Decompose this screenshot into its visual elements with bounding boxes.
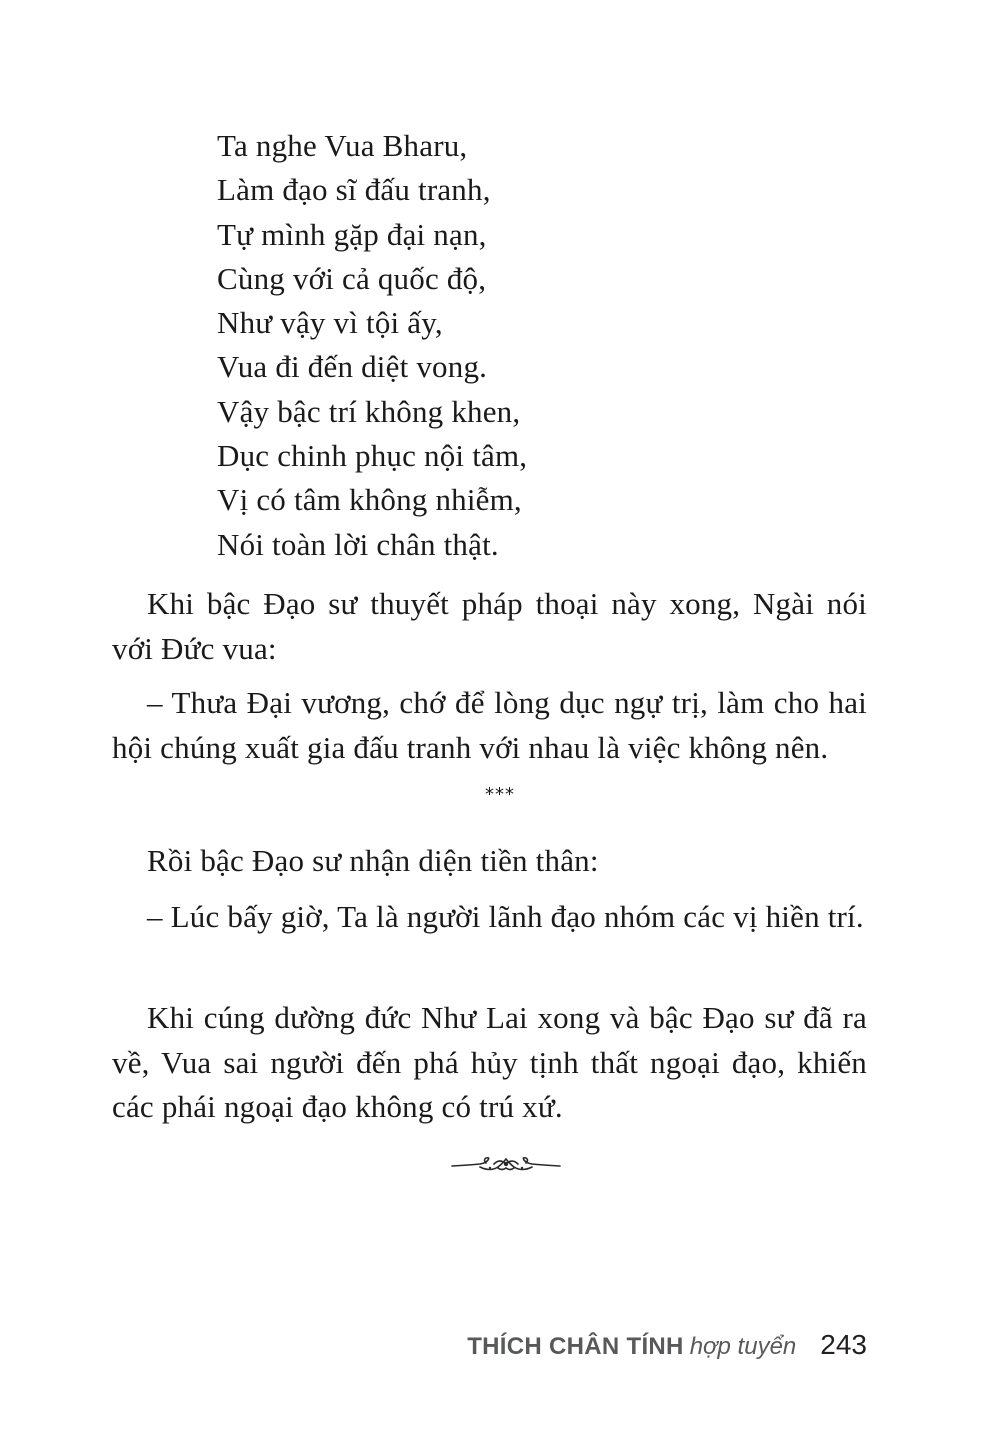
poem-line: Làm đạo sĩ đấu tranh, [217, 172, 491, 208]
flourish-ornament-icon [450, 1150, 562, 1178]
poem-line: Nói toàn lời chân thật. [217, 526, 499, 562]
page-footer [467, 1329, 867, 1369]
poem-line: Cùng với cả quốc độ, [217, 260, 487, 296]
poem-line: Tự mình gặp đại nạn, [217, 216, 487, 252]
poem-block [217, 124, 527, 567]
paragraph-past-life: – Lúc bấy giờ, Ta là người lãnh đạo nhóm các vị hiền trí. [147, 899, 864, 934]
page-number: 243 [820, 1329, 867, 1360]
footer-author: THÍCH CHÂN TÍNH [467, 1333, 684, 1360]
section-separator: *** [485, 784, 515, 805]
paragraph-advice: – Thưa Đại vương, chớ để lòng dục ngự trị, làm cho hai hội chúng xuất gia đấu tranh với nhau là việc không nên. [112, 685, 867, 765]
paragraph-sermon-end: Khi bậc Đạo sư thuyết pháp thoại này xong, Ngài nói với Đức vua: [112, 586, 867, 666]
footer-series: hợp tuyển [689, 1333, 797, 1360]
paragraph-identification: Rồi bậc Đạo sư nhận diện tiền thân: [147, 843, 599, 878]
poem-line: Vậy bậc trí không khen, [217, 393, 521, 429]
poem-line: Vua đi đến diệt vong. [217, 349, 488, 385]
paragraph-conclusion: Khi cúng dường đức Như Lai xong và bậc Đạo sư đã ra về, Vua sai người đến phá hủy tịnh thất ngoại đạo, khiến các phái ngoại đạo không có trú xứ. [112, 1000, 867, 1124]
poem-line: Như vậy vì tội ấy, [217, 305, 443, 341]
poem-line: Vị có tâm không nhiễm, [217, 482, 522, 518]
poem-line: Ta nghe Vua Bharu, [217, 128, 468, 163]
poem-line: Dục chinh phục nội tâm, [217, 438, 528, 474]
